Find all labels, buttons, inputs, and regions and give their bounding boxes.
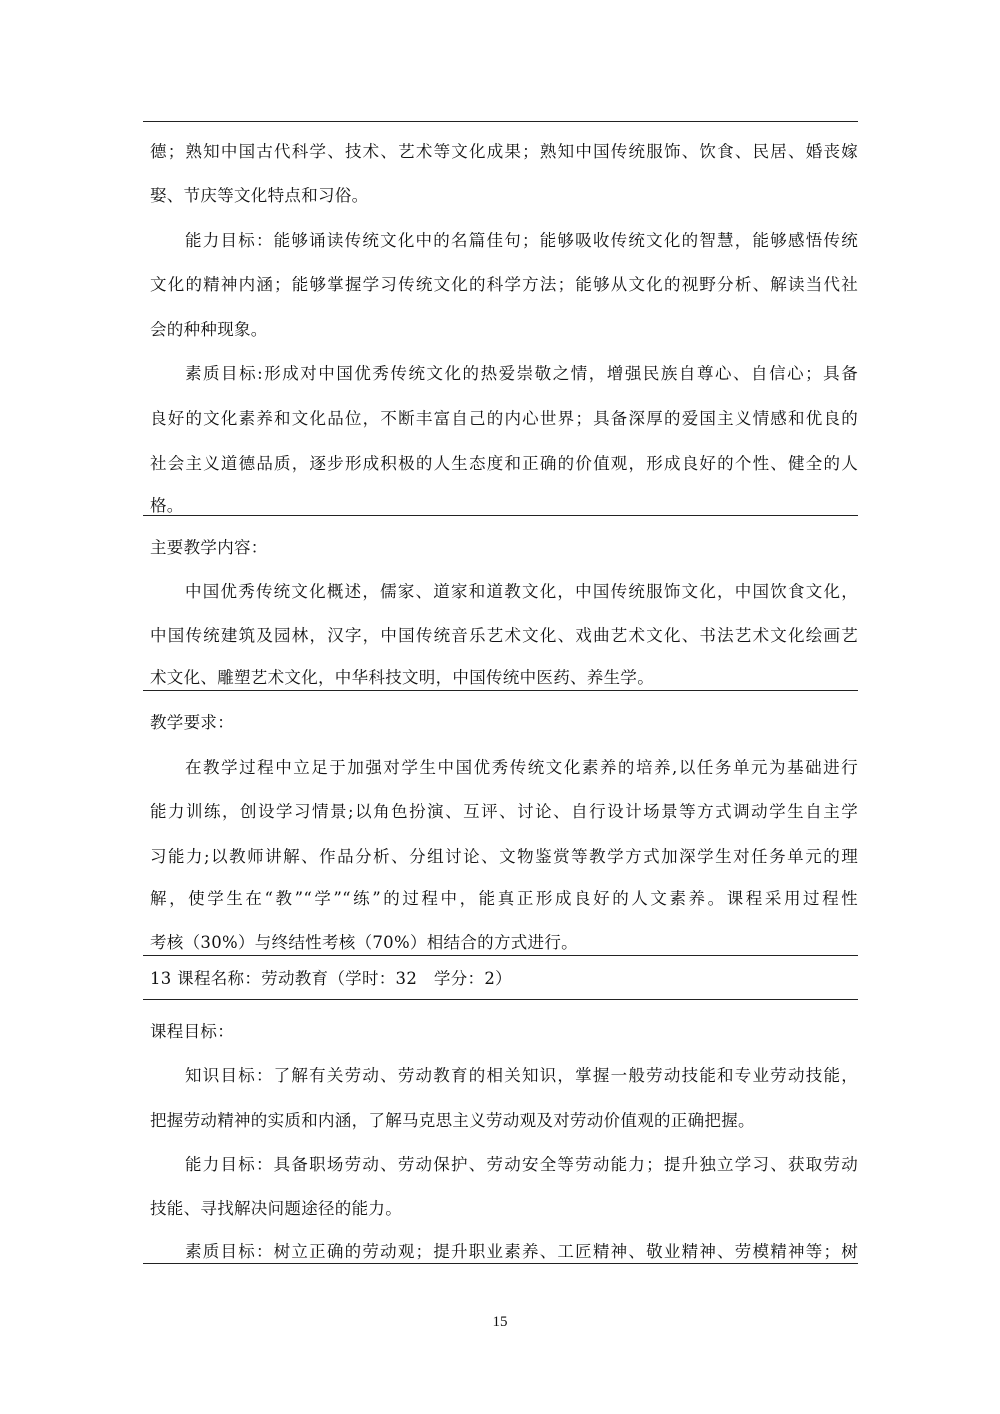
paragraph-line: 娶、节庆等文化特点和习俗。 (150, 186, 369, 205)
paragraph-line: 技能、寻找解决问题途径的能力。 (150, 1199, 402, 1218)
course-title: 13 课程名称：劳动教育（学时：32 学分：2） (150, 969, 512, 988)
page-number: 15 (492, 1314, 508, 1330)
paragraph-line: 中国优秀传统文化概述，儒家、道家和道教文化，中国传统服饰文化，中国饮食文化， (185, 582, 858, 601)
table-border-top (143, 121, 858, 122)
table-border (143, 690, 858, 691)
paragraph-line: 素质目标：树立正确的劳动观；提升职业素养、工匠精神、敬业精神、劳模精神等；树 (185, 1242, 858, 1261)
paragraph-line: 中国传统建筑及园林，汉字，中国传统音乐艺术文化、戏曲艺术文化、书法艺术文化绘画艺 (150, 626, 858, 645)
paragraph-line: 解，使学生在“教”“学”“练”的过程中，能真正形成良好的人文素养。课程采用过程性 (150, 889, 858, 908)
paragraph-line: 文化的精神内涵；能够掌握学习传统文化的科学方法；能够从文化的视野分析、解读当代社 (150, 275, 858, 294)
paragraph-line: 知识目标：了解有关劳动、劳动教育的相关知识，掌握一般劳动技能和专业劳动技能， (185, 1066, 858, 1085)
paragraph-line: 术文化、雕塑艺术文化，中华科技文明，中国传统中医药、养生学。 (150, 668, 654, 687)
section-heading: 主要教学内容： (150, 538, 268, 557)
section-heading: 课程目标： (150, 1022, 234, 1041)
table-border-bottom (143, 1263, 858, 1264)
paragraph-line: 在教学过程中立足于加强对学生中国优秀传统文化素养的培养,以任务单元为基础进行 (185, 758, 858, 777)
paragraph-line: 素质目标:形成对中国优秀传统文化的热爱崇敬之情，增强民族自尊心、自信心；具备 (185, 364, 858, 383)
paragraph-line: 习能力;以教师讲解、作品分析、分组讨论、文物鉴赏等教学方式加深学生对任务单元的理 (150, 847, 858, 866)
paragraph-line: 能力训练，创设学习情景;以角色扮演、互评、讨论、自行设计场景等方式调动学生自主学 (150, 802, 858, 821)
paragraph-line: 会的种种现象。 (150, 320, 268, 339)
table-border (143, 515, 858, 516)
paragraph-line: 能力目标：能够诵读传统文化中的名篇佳句；能够吸收传统文化的智慧，能够感悟传统 (185, 231, 858, 250)
table-border (143, 955, 858, 956)
table-border (143, 999, 858, 1000)
paragraph-line: 把握劳动精神的实质和内涵，了解马克思主义劳动观及对劳动价值观的正确把握。 (150, 1111, 755, 1130)
paragraph-line: 德；熟知中国古代科学、技术、艺术等文化成果；熟知中国传统服饰、饮食、民居、婚丧嫁 (150, 142, 858, 161)
paragraph-line: 社会主义道德品质，逐步形成积极的人生态度和正确的价值观，形成良好的个性、健全的人 (150, 454, 858, 473)
paragraph-line: 能力目标：具备职场劳动、劳动保护、劳动安全等劳动能力；提升独立学习、获取劳动 (185, 1155, 858, 1174)
paragraph-line: 考核（30%）与终结性考核（70%）相结合的方式进行。 (150, 933, 578, 952)
section-heading: 教学要求： (150, 713, 234, 732)
paragraph-line: 良好的文化素养和文化品位，不断丰富自己的内心世界；具备深厚的爱国主义情感和优良的 (150, 409, 858, 428)
paragraph-line: 格。 (150, 496, 184, 515)
